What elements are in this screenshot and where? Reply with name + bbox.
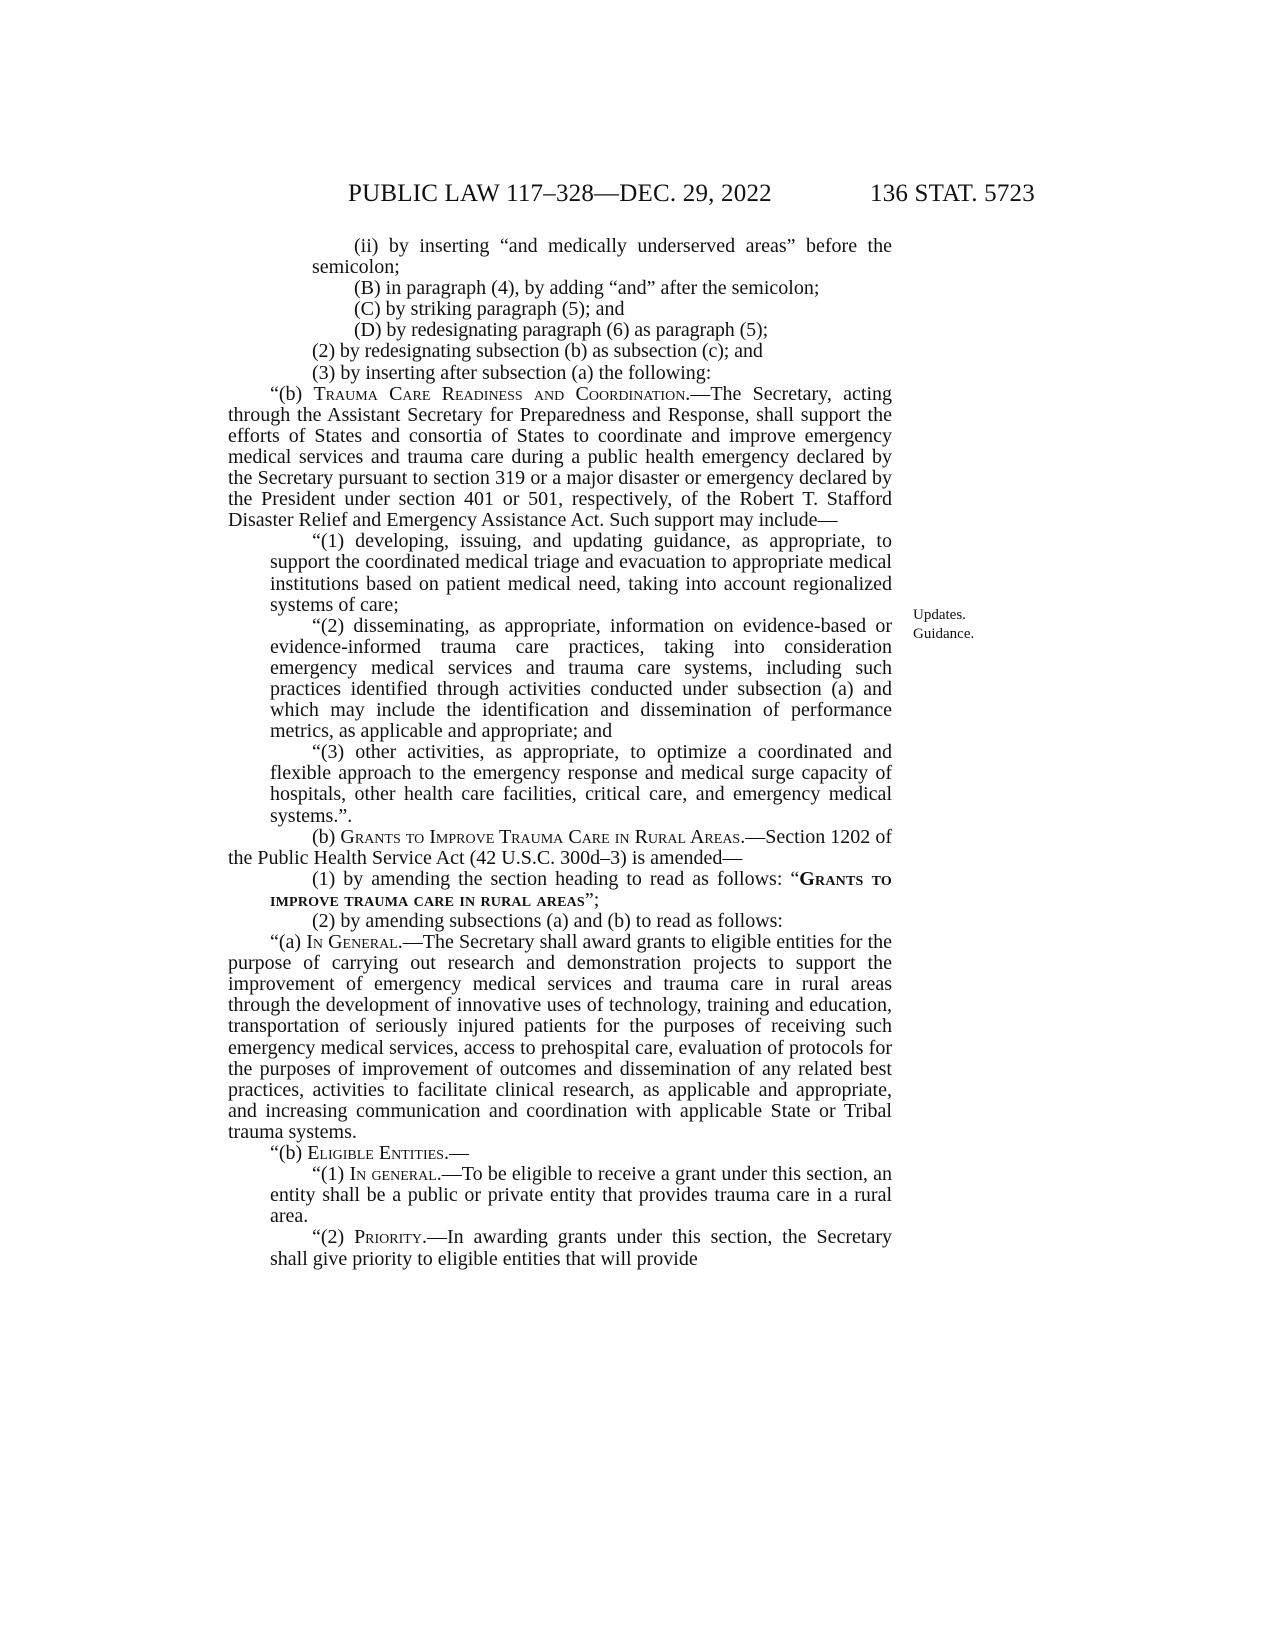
section-b-open: (b) <box>312 825 341 848</box>
eligible-item-2 <box>228 1227 892 1269</box>
subsection-b-open: “(b) <box>270 382 314 405</box>
subsection-b-readiness <box>228 384 892 532</box>
margin-note-updates: Updates. <box>913 607 966 623</box>
eligible-1-text: —To be eligible to receive a grant under this section, an entity shall be a public or private entity that provides trauma care in a rural area. <box>270 1163 892 1228</box>
subsection-b-item-1: “(1) developing, issuing, and updating guidance, as appropriate, to support the coordinated medical triage and evacuation to appropriate medical institutions based on patient medical need, taking into account regionalized systems of care; <box>270 530 892 616</box>
paragraph-3-insert: (3) by inserting after subsection (a) the following: <box>312 361 712 384</box>
subsection-a-text: —The Secretary shall award grants to eligible entities for the purpose of carrying out research and demonstration projects to support the improvement of emergency medical services and trauma care in rural areas through the development of innovative uses of technology, training and education, transportation of seriously injured patients for the purposes of receiving such emergency medical services, access to prehospital care, evaluation of protocols for the purposes of improvement of outcomes and dissemination of any related best practices, activities to facilitate clinical research, as applicable and appropriate, and increasing communication and coordination with applicable State or Tribal trauma systems. <box>228 931 893 1143</box>
eligible-1-heading: In general. <box>349 1163 442 1186</box>
subsection-b-eligible-entities <box>228 1143 892 1164</box>
margin-note <box>913 606 974 644</box>
eligible-open: “(b) <box>270 1142 308 1165</box>
section-b-heading: Grants to Improve Trauma Care in Rural Areas. <box>340 825 746 848</box>
paragraph-d-redesignate: (D) by redesignating paragraph (6) as paragraph (5); <box>354 319 769 342</box>
paragraph-c-strike: (C) by striking paragraph (5); and <box>354 298 625 321</box>
section-b-rural-grants <box>228 827 892 869</box>
statute-page-number: 136 STAT. 5723 <box>870 180 1035 207</box>
amendment-2: (2) by amending subsections (a) and (b) to read as follows: <box>312 910 783 932</box>
paragraph-2-redesignate: (2) by redesignating subsection (b) as subsection (c); and <box>312 340 763 363</box>
amendment-1-text: (1) by amending the section heading to read as follows: “ <box>312 867 800 890</box>
eligible-2-text: —In awarding grants under this section, the Secretary shall give priority to eligible entities that will provide <box>270 1226 892 1270</box>
paragraph-b-paragraph-4: (B) in paragraph (4), by adding “and” after the semicolon; <box>354 277 820 300</box>
eligible-dash: — <box>448 1142 469 1165</box>
subsection-b-item-3: “(3) other activities, as appropriate, to optimize a coordinated and flexible approach to the emergency response and medical surge capacity of hospitals, other health care facilities, critical care, and emergency medical systems.”. <box>270 741 892 827</box>
amendment-1-heading <box>228 869 892 911</box>
section-b-text: —Section 1202 of the Public Health Service Act (42 U.S.C. 300d–3) is amended— <box>228 825 893 869</box>
eligible-2-open: “(2) <box>312 1226 355 1249</box>
subsection-a-in-general <box>228 932 892 1143</box>
subsection-b-item-2: “(2) disseminating, as appropriate, information on evidence-based or evidence-informed trauma care practices, taking into consideration emergency medical services and trauma care systems, including such practices identified through activities conducted under subsection (a) and which may include the identification and dissemination of performance metrics, as applicable and appropriate; and <box>270 614 892 743</box>
amendment-1-close: ”; <box>584 888 600 911</box>
running-header-title: PUBLIC LAW 117–328—DEC. 29, 2022 <box>348 180 772 207</box>
subsection-a-open: “(a) <box>270 931 307 954</box>
eligible-2-heading: Priority. <box>354 1226 427 1249</box>
subsection-a-heading: In General. <box>306 931 403 954</box>
margin-note-guidance: Guidance. <box>913 626 975 642</box>
eligible-item-1 <box>228 1164 892 1227</box>
statute-body <box>228 236 892 1270</box>
amendment-1-bold-heading: Grants to improve trauma care in rural areas <box>270 867 892 911</box>
subsection-b-heading: Trauma Care Readiness and Coordination. <box>313 382 691 405</box>
subsection-b-text: —The Secretary, acting through the Assistant Secretary for Preparedness and Response, shall support the efforts of States and consortia of States to coordinate and improve emergency medical services and trauma care during a public health emergency declared by the Secretary pursuant to section 319 or a major disaster or emergency declared by the President under section 401 or 501, respectively, of the Robert T. Stafford Disaster Relief and Emergency Assistance Act. Such support may include— <box>228 382 893 532</box>
eligible-1-open: “(1) <box>312 1163 350 1186</box>
paragraph-ii-underserved: (ii) by inserting “and medically underserved areas” before the semicolon; <box>312 235 892 279</box>
eligible-heading: Eligible Entities. <box>307 1142 449 1165</box>
